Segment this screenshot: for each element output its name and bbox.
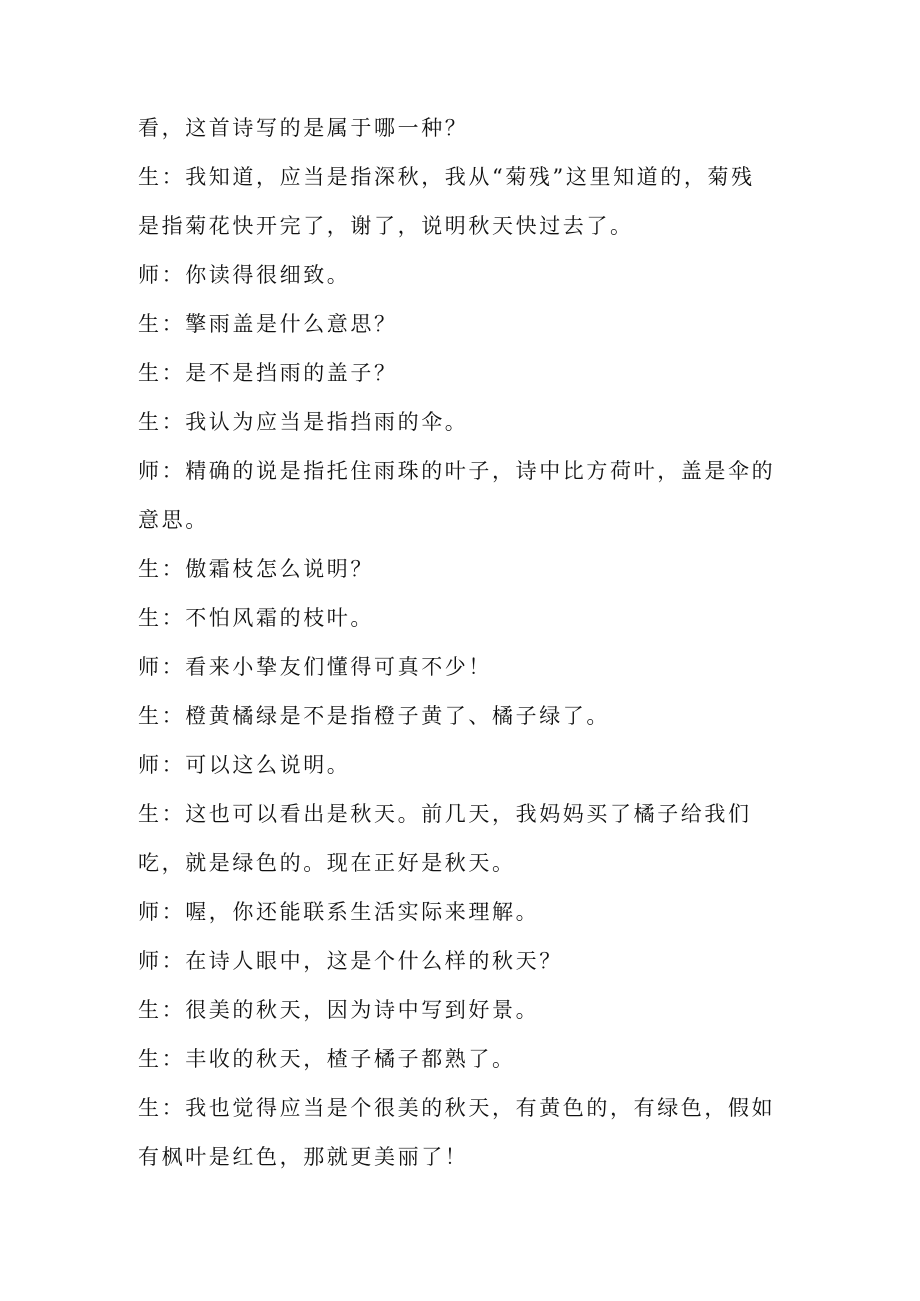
text-line: 有枫叶是红色，那就更美丽了！ [138, 1145, 469, 1169]
text-line: 生：擎雨盖是什么意思？ [138, 312, 398, 336]
text-line: 生：傲霜枝怎么说明？ [138, 557, 374, 581]
text-line: 生：我也觉得应当是个很美的秋天，有黄色的，有绿色，假如 [138, 1096, 776, 1120]
text-line: 生：这也可以看出是秋天。前几天，我妈妈买了橘子给我们 [138, 802, 752, 826]
text-line: 生：橙黄橘绿是不是指橙子黄了、橘子绿了。 [138, 704, 610, 728]
text-line: 生：我认为应当是指挡雨的伞。 [138, 410, 469, 434]
lesson-transcript [138, 104, 778, 1182]
text-line: 吃，就是绿色的。现在正好是秋天。 [138, 851, 516, 875]
text-line: 师：精确的说是指托住雨珠的叶子，诗中比方荷叶，盖是伞的 [138, 459, 776, 483]
text-line: 生：不怕风霜的枝叶。 [138, 606, 374, 630]
text-line: 生：我知道，应当是指深秋，我从“菊残”这里知道的，菊残 [138, 165, 755, 189]
text-line: 生：很美的秋天，因为诗中写到好景。 [138, 998, 540, 1022]
text-line: 师：你读得很细致。 [138, 263, 351, 287]
text-line: 师：可以这么说明。 [138, 753, 351, 777]
text-line: 师：喔，你还能联系生活实际来理解。 [138, 900, 540, 924]
text-line: 是指菊花快开完了，谢了，说明秋天快过去了。 [138, 214, 634, 238]
text-line: 师：看来小挚友们懂得可真不少！ [138, 655, 492, 679]
text-line: 意思。 [138, 508, 209, 532]
text-line: 看，这首诗写的是属于哪一种？ [138, 116, 469, 140]
text-line: 生：是不是挡雨的盖子？ [138, 361, 398, 385]
text-line: 生：丰收的秋天，楂子橘子都熟了。 [138, 1047, 516, 1071]
text-line: 师：在诗人眼中，这是个什么样的秋天？ [138, 949, 563, 973]
